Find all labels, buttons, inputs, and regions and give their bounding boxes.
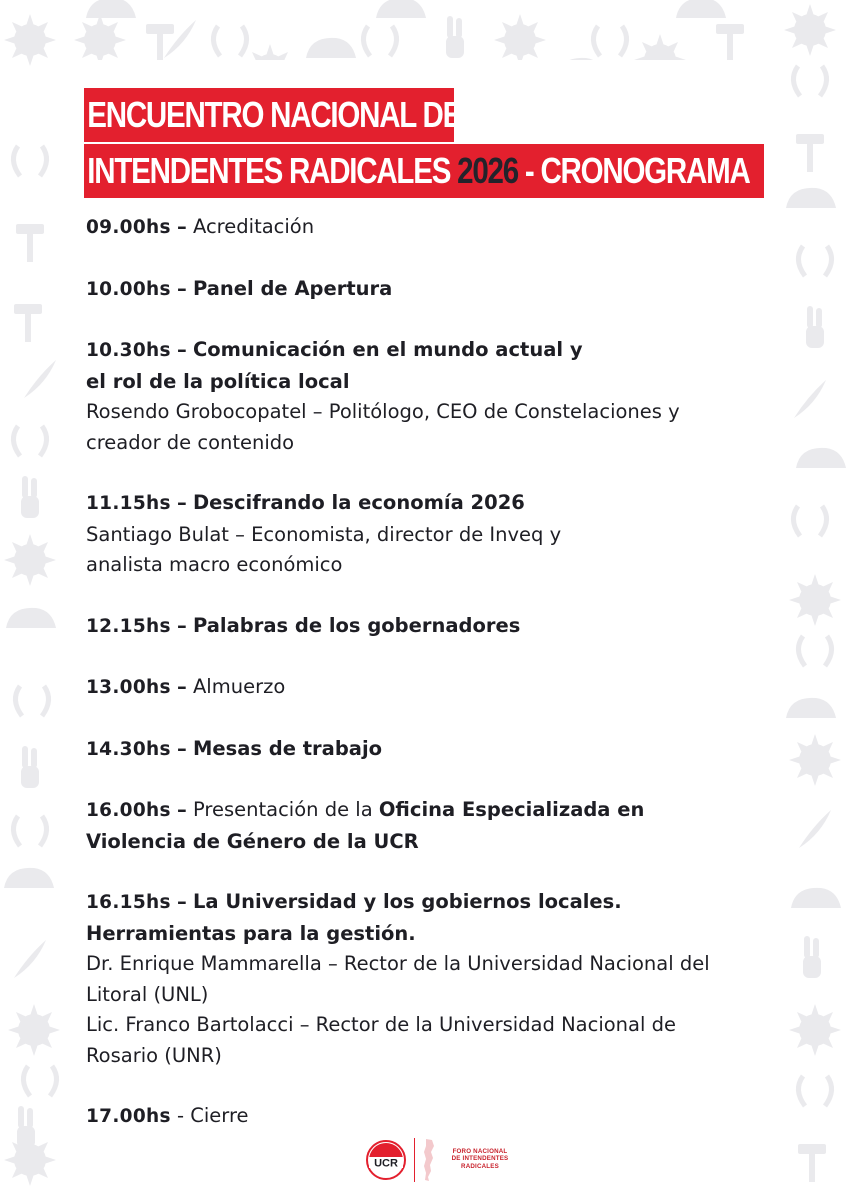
item-time: 14.30hs xyxy=(86,738,171,760)
item-separator: – xyxy=(177,276,187,300)
item-title: Descifrando la economía 2026 xyxy=(192,491,525,514)
foro-logo-text xyxy=(440,1148,520,1170)
item-speaker: Rosario (UNR) xyxy=(86,1043,222,1067)
foro-line2: DE INTENDENTES xyxy=(451,1155,509,1163)
item-time: 17.00hs xyxy=(86,1106,171,1127)
schedule-item xyxy=(86,672,776,704)
item-speaker: Rosendo Grobocopatel – Politólogo, CEO de Constelaciones y xyxy=(86,400,680,423)
item-title-cont: Violencia de Género de la UCR xyxy=(86,829,419,853)
item-title: La Universidad y los gobiernos locales. xyxy=(192,890,622,913)
schedule-item xyxy=(86,795,776,857)
item-title: Oficina Especializada en xyxy=(378,798,645,821)
item-title: Cierre xyxy=(190,1104,249,1127)
footer-logos xyxy=(366,1136,526,1186)
item-time: 09.00hs xyxy=(86,217,171,238)
title-band-line2 xyxy=(84,144,764,198)
schedule-item xyxy=(86,611,776,643)
item-time: 11.15hs xyxy=(86,493,171,514)
schedule-item xyxy=(86,887,776,1071)
item-title: Comunicación en el mundo actual y xyxy=(192,338,583,361)
item-separator: – xyxy=(177,613,187,637)
item-separator: – xyxy=(177,890,187,913)
item-speaker: analista macro económico xyxy=(86,553,343,576)
schedule-item xyxy=(86,335,776,458)
item-title: Panel de Apertura xyxy=(192,276,393,300)
item-speaker: Lic. Franco Bartolacci – Rector de la Universidad Nacional de xyxy=(86,1013,676,1036)
schedule-item xyxy=(86,1101,776,1133)
foro-line3: RADICALES xyxy=(461,1162,499,1170)
ucr-logo xyxy=(366,1140,406,1180)
argentina-map-icon xyxy=(420,1138,438,1182)
page-title-line1: ENCUENTRO NACIONAL DE xyxy=(87,94,462,135)
item-separator: – xyxy=(177,675,187,698)
item-separator: – xyxy=(177,491,187,514)
item-separator: – xyxy=(177,215,187,238)
item-separator: – xyxy=(177,736,187,760)
item-time: 16.15hs xyxy=(86,892,171,913)
item-separator: – xyxy=(177,338,187,361)
schedule-item xyxy=(86,734,776,766)
foro-line1: FORO NACIONAL xyxy=(452,1148,508,1155)
item-time: 13.00hs xyxy=(86,677,171,698)
item-title: Mesas de trabajo xyxy=(192,736,383,760)
item-time: 12.15hs xyxy=(86,615,171,637)
item-title-cont: Herramientas para la gestión. xyxy=(86,921,416,945)
ucr-logo-text: UCR xyxy=(374,1157,398,1170)
schedule-list xyxy=(86,212,776,1163)
page-title-line2 xyxy=(84,144,750,198)
schedule-item xyxy=(86,274,776,306)
title-band-line1 xyxy=(84,88,462,142)
item-title: Almuerzo xyxy=(192,675,286,698)
footer-divider xyxy=(414,1138,415,1182)
item-title-cont: el rol de la política local xyxy=(86,369,350,393)
item-speaker: Santiago Bulat – Economista, director de Inveq y xyxy=(86,522,562,546)
schedule-item xyxy=(86,488,776,581)
item-title: Acreditación xyxy=(192,215,315,238)
item-title-prefix: Presentación de la xyxy=(192,798,373,821)
item-time: 10.00hs xyxy=(86,278,171,300)
title-part1: INTENDENTES RADICALES xyxy=(87,150,451,191)
title-part2: - CRONOGRAMA xyxy=(524,150,750,191)
item-speaker: creador de contenido xyxy=(86,430,295,454)
title-year: 2026 xyxy=(457,150,518,191)
item-time: 16.00hs xyxy=(86,800,171,821)
item-speaker: Litoral (UNL) xyxy=(86,982,209,1006)
item-separator: – xyxy=(177,798,187,821)
item-title: Palabras de los gobernadores xyxy=(192,613,521,637)
item-time: 10.30hs xyxy=(86,340,171,361)
item-speaker: Dr. Enrique Mammarella – Rector de la Universidad Nacional del xyxy=(86,952,710,975)
item-separator: - xyxy=(177,1104,185,1127)
schedule-item xyxy=(86,212,776,244)
